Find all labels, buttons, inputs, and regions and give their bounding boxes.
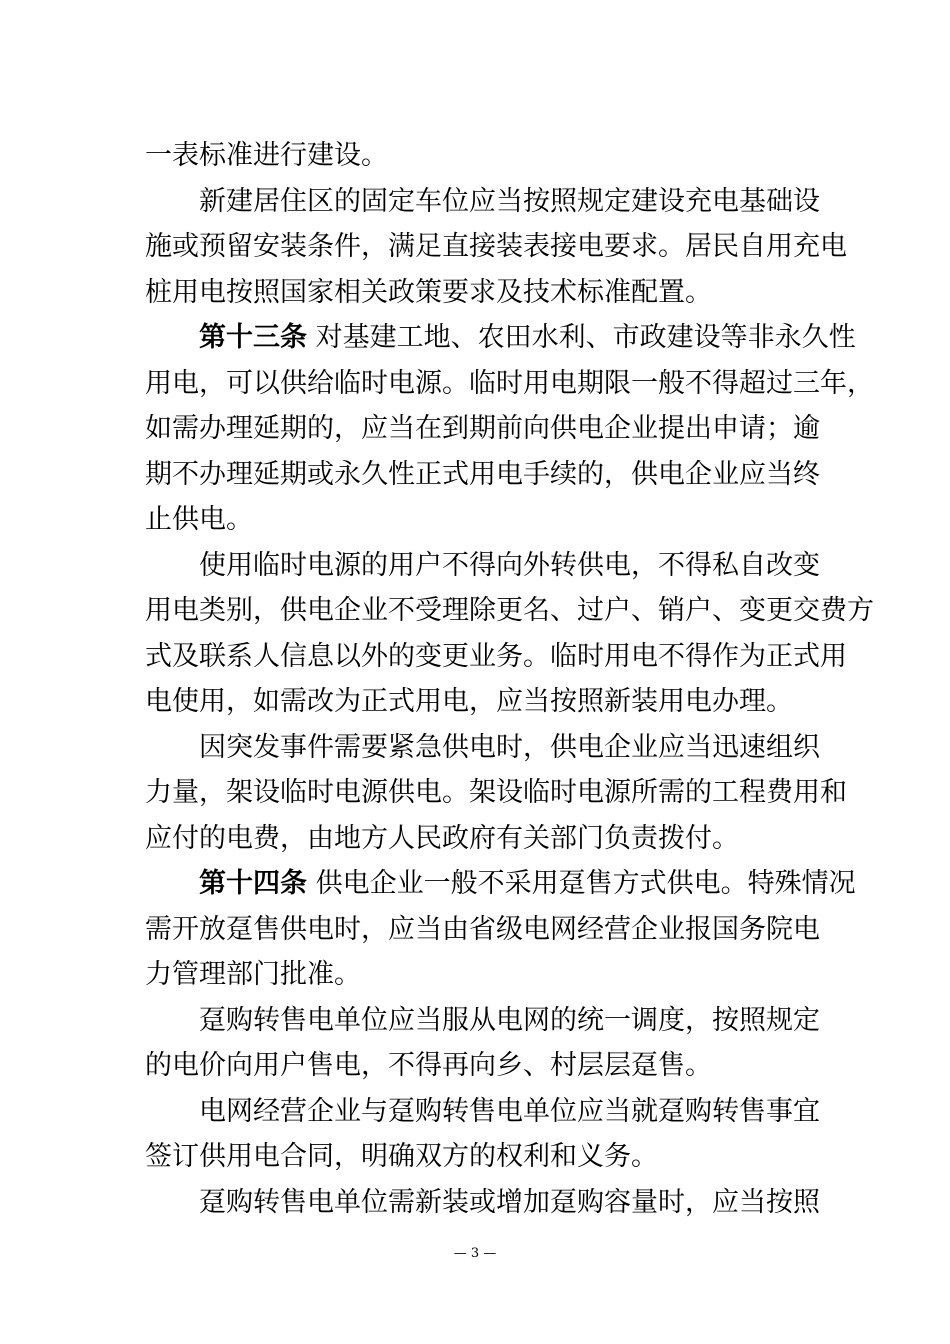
text-line [145,1134,813,1180]
text-line [145,315,856,361]
text-line [145,270,813,316]
line-text: 力管理部门批准。 [145,959,361,990]
text-line [145,725,820,771]
line-text: 期不办理延期或永久性正式用电手续的，供电企业应当终 [145,458,820,490]
article-heading: 第十四条 [199,868,307,899]
line-text: 应付的电费，由地方人民政府有关部门负责拨付。 [145,822,739,854]
line-text: 电使用，如需改为正式用电，应当按照新装用电办理。 [145,686,793,717]
line-text: 力量，架设临时电源供电。架设临时电源所需的工程费用和 [145,777,847,808]
line-text: 桩用电按照国家相关政策要求及技术标准配置。 [145,276,712,308]
text-line [145,634,847,680]
text-line [145,1089,820,1135]
line-text: 的电价向用户售电，不得再向乡、村层层趸售。 [145,1050,712,1081]
text-line [145,133,813,179]
line-text: 使用临时电源的用户不得向外转供电，不得私自改变 [199,549,820,581]
text-line [145,1180,820,1226]
page-number: — 3 — [453,1246,497,1261]
text-line [145,998,820,1044]
line-text: 一表标准进行建设。 [145,140,388,171]
line-text: 如需办理延期的，应当在到期前向供电企业提出申请；逾 [145,413,820,444]
text-line [145,224,847,270]
text-line [145,861,856,907]
text-line [145,952,813,998]
article-heading: 第十三条 [199,322,307,353]
text-line [145,179,820,225]
text-line [145,452,820,498]
line-text: 用电，可以供给临时电源。临时用电期限一般不得超过三年， [145,367,874,399]
line-text: 止供电。 [145,504,253,535]
line-text: 趸购转售电单位需新装或增加趸购容量时，应当按照 [199,1186,820,1218]
line-text: 新建居住区的固定车位应当按照规定建设充电基础设 [199,185,820,217]
text-line [145,1043,813,1089]
line-text: 趸购转售电单位应当服从电网的统一调度，按照规定 [199,1004,820,1036]
line-text: 式及联系人信息以外的变更业务。临时用电不得作为正式用 [145,640,847,672]
line-text: 需开放趸售供电时，应当由省级电网经营企业报国务院电 [145,913,820,945]
text-line [145,907,820,953]
line-text: 因突发事件需要紧急供电时，供电企业应当迅速组织 [199,731,820,763]
text-line [145,588,874,634]
line-text: 对基建工地、农田水利、市政建设等非永久性 [307,322,856,353]
document-body [145,133,874,1225]
text-line [145,543,820,589]
text-line [145,679,813,725]
text-line [145,816,813,862]
line-text: 供电企业一般不采用趸售方式供电。特殊情况 [307,868,856,899]
text-line [145,361,874,407]
text-line [145,406,820,452]
line-text: 用电类别，供电企业不受理除更名、过户、销户、变更交费方 [145,595,874,626]
text-line [145,770,847,816]
line-text: 施或预留安装条件，满足直接装表接电要求。居民自用充电 [145,231,847,262]
line-text: 电网经营企业与趸购转售电单位应当就趸购转售事宜 [199,1095,820,1127]
line-text: 签订供用电合同，明确双方的权利和义务。 [145,1141,658,1172]
text-line [145,497,813,543]
